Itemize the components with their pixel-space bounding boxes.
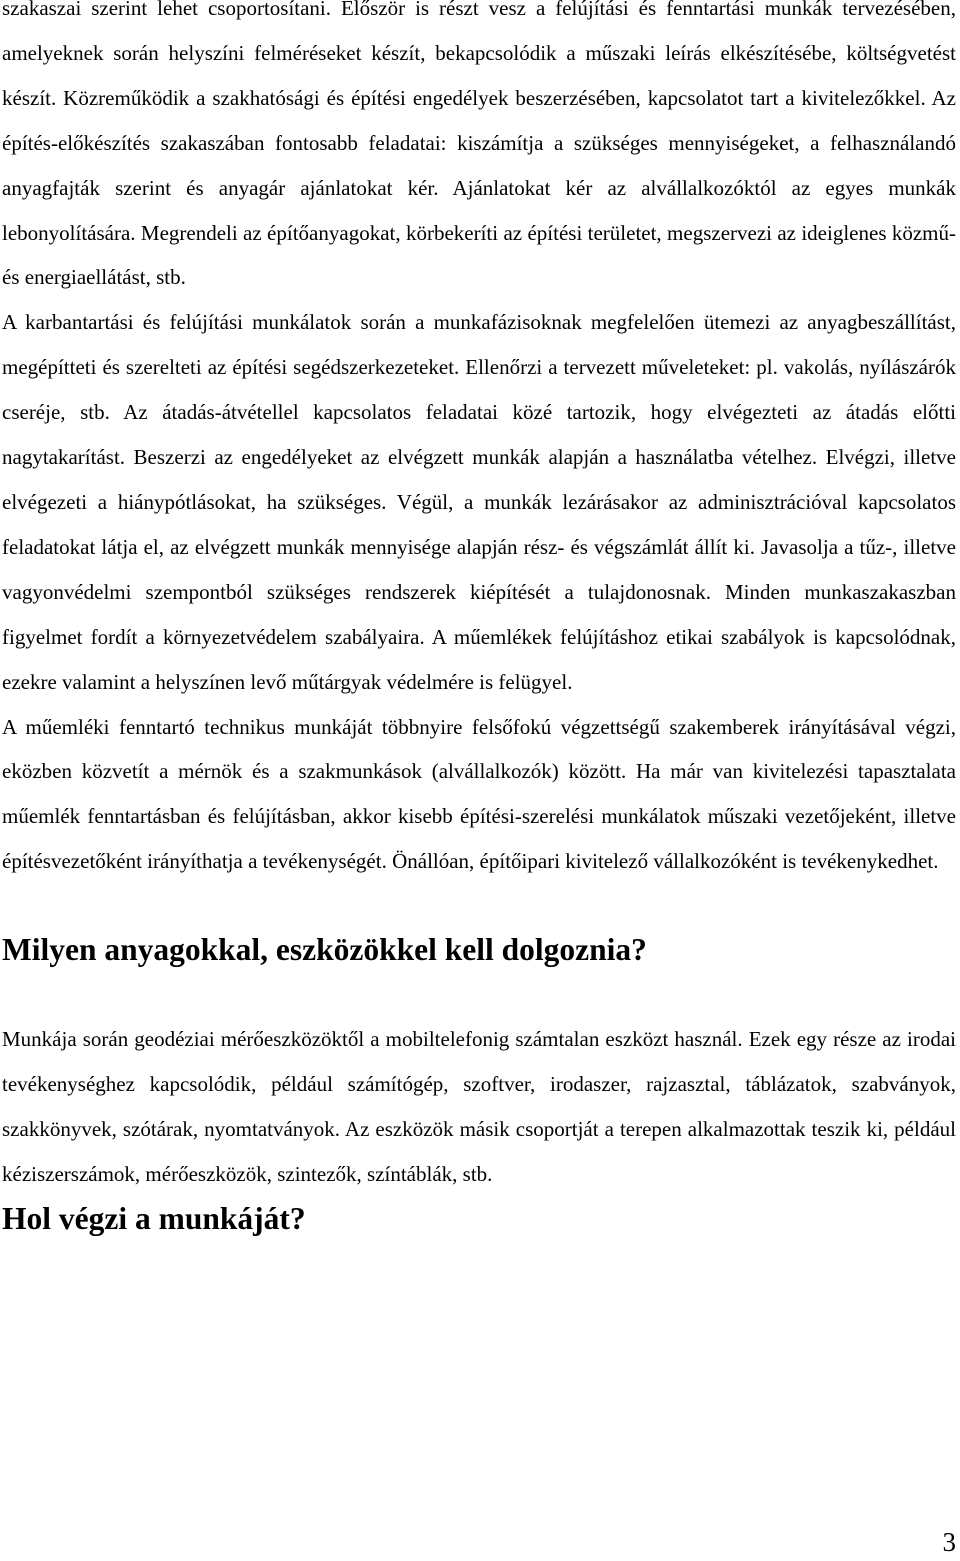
paragraph-supervision: A műemléki fenntartó technikus munkáját többnyire felsőfokú végzettségű szakemberek irányításával végzi, eközben közvetít a mérnök és a szakmunkások (alvállalkozók) között. Ha már van kivitelezési tapasztalata műemlék fenntartásban és felújításban, akkor kisebb építési-szerelési munkálatok műszaki vezetőjeként, illetve építésvezetőként irányíthatja a tevékenységét. Önállóan, építőipari kivitelező vállalkozóként is tevékenykedhet. [2,714,956,874]
document-page [2,0,956,1242]
page-number: 3 [942,1527,956,1557]
paragraph-tasks-planning: szakaszai szerint lehet csoportosítani. Először is részt vesz a felújítási és fenntartási munkák tervezésében, amelyeknek során helyszíni felméréseket készít, bekapcsolódik a műszaki leírás elkészítésébe, költségvetést készít. Közreműködik a szakhatósági és építési engedélyek beszerzésében, kapcsolatot tart a kivitelezőkkel. Az építés-előkészítés szakaszában fontosabb feladatai: kiszámítja a szükséges mennyiségeket, a felhasználandó anyagfajták szerint és anyagár ajánlatokat kér. Ajánlatokat kér az alvállalkozóktól az egyes munkák lebonyolítására. Megrendeli az építőanyagokat, körbekeríti az építési területet, megszervezi az ideiglenes közmű- és energiaellátást, stb. [2,0,956,290]
paragraph-tasks-execution: A karbantartási és felújítási munkálatok során a munkafázisoknak megfelelően ütemezi az anyagbeszállítást, megépítteti és szerelteti az építési segédszerkezeteket. Ellenőrzi a tervezett műveleteket: pl. vakolás, nyílászárók cseréje, stb. Az átadás-átvétellel kapcsolatos feladatai közé tartozik, hogy elvégezteti az átadás előtti nagytakarítást. Beszerzi az engedélyeket az elvégzett munkák alapján a használatba vételhez. Elvégzi, illetve elvégezeti a hiánypótlásokat, ha szükséges. Végül, a munkák lezárásakor az adminisztrációval kapcsolatos feladatokat látja el, az elvégzett munkák mennyisége alapján rész- és végszámlát állít ki. Javasolja a tűz-, illetve vagyonvédelmi szempontból szükséges rendszerek kiépítését a tulajdonosnak. Minden munkaszakaszban figyelmet fordít a környezetvédelem szabályaira. A műemlékek felújításhoz etikai szabályok is kapcsolódnak, ezekre valamint a helyszínen levő műtárgyak védelmére is felügyel. [2,310,956,694]
paragraph-tools: Munkája során geodéziai mérőeszközöktől a mobiltelefonig számtalan eszközt használ. Ezek egy része az irodai tevékenységhez kapcsolódik, például számítógép, szoftver, irodaszer, rajzasztal, táblázatok, szabványok, szakkönyvek, szótárak, nyomtatványok. Az eszközök másik csoportját a terepen alkalmazottak teszik ki, például kéziszerszámok, mérőeszközök, szintezők, színtáblák, stb. [2,1027,956,1186]
heading-materials-tools: Milyen anyagokkal, eszközökkel kell dolgoznia? [2,932,647,968]
heading-workplace: Hol végzi a munkáját? [2,1200,306,1236]
